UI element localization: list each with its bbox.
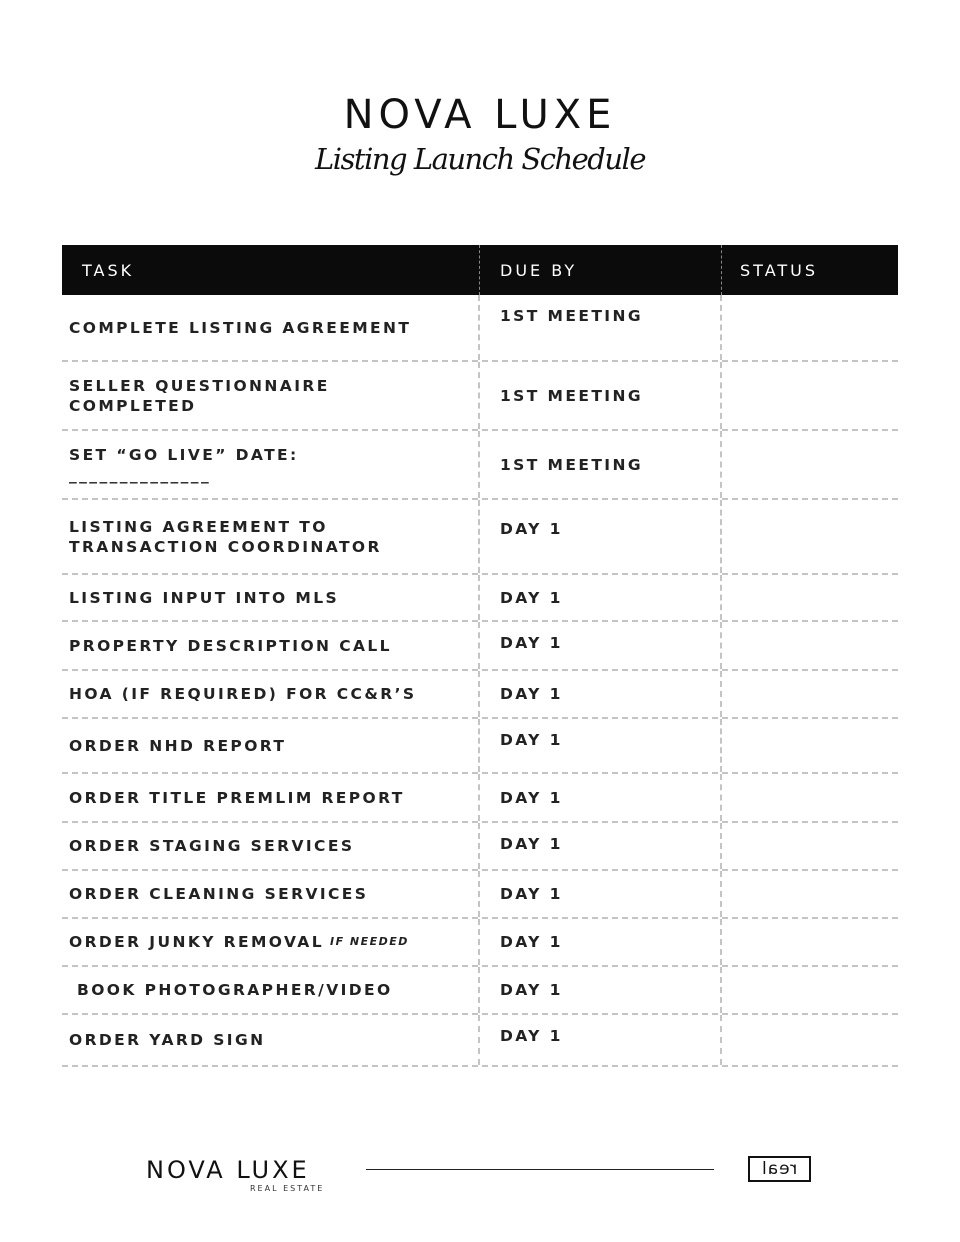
- status-cell[interactable]: [722, 919, 898, 965]
- status-cell[interactable]: [722, 500, 898, 573]
- due-cell: DAY 1: [480, 774, 722, 821]
- status-cell[interactable]: [722, 362, 898, 429]
- status-cell[interactable]: [722, 719, 898, 772]
- status-cell[interactable]: [722, 823, 898, 869]
- due-cell: DAY 1: [480, 919, 722, 965]
- table-row: [62, 500, 898, 575]
- task-cell: LISTING INPUT INTO MLS: [62, 575, 480, 620]
- due-cell: 1ST MEETING: [480, 362, 722, 429]
- header-due-by: DUE BY: [480, 245, 722, 295]
- table-row: [62, 362, 898, 431]
- due-cell: 1ST MEETING: [480, 295, 722, 360]
- table-header: [62, 245, 898, 295]
- status-cell[interactable]: [722, 431, 898, 498]
- header-status: STATUS: [740, 260, 819, 280]
- task-cell: SELLER QUESTIONNAIRE COMPLETED: [62, 362, 480, 429]
- task-cell: ORDER STAGING SERVICES: [62, 823, 480, 869]
- header-task: TASK: [62, 245, 480, 295]
- due-cell: DAY 1: [480, 823, 722, 869]
- due-cell: DAY 1: [480, 671, 722, 717]
- partner-logo: [748, 1156, 811, 1182]
- table-row: [62, 871, 898, 919]
- status-cell[interactable]: [722, 1015, 898, 1065]
- task-cell: ORDER TITLE PREMLIM REPORT: [62, 774, 480, 821]
- status-cell[interactable]: [722, 671, 898, 717]
- status-cell[interactable]: [722, 774, 898, 821]
- task-cell: ORDER YARD SIGN: [62, 1015, 480, 1065]
- table-row: [62, 622, 898, 671]
- table-row: [62, 1015, 898, 1067]
- table-row: [62, 719, 898, 774]
- page-subtitle: Listing Launch Schedule: [315, 142, 645, 176]
- status-cell[interactable]: [722, 295, 898, 360]
- table-row: [62, 575, 898, 622]
- footer-divider: [366, 1169, 714, 1170]
- table-row: [62, 919, 898, 967]
- table-row: [62, 295, 898, 362]
- due-cell: DAY 1: [480, 719, 722, 772]
- table-row: [62, 774, 898, 823]
- task-cell: ORDER NHD REPORT: [62, 719, 480, 772]
- task-cell: HOA (IF REQUIRED) FOR CC&R’S: [62, 671, 480, 717]
- due-cell: DAY 1: [480, 967, 722, 1013]
- status-cell[interactable]: [722, 622, 898, 669]
- task-text: ORDER JUNKY REMOVAL: [69, 933, 324, 951]
- due-cell: DAY 1: [480, 622, 722, 669]
- schedule-table: [62, 245, 898, 1067]
- table-row: [62, 967, 898, 1015]
- task-cell: PROPERTY DESCRIPTION CALL: [62, 622, 480, 669]
- due-cell: DAY 1: [480, 500, 722, 573]
- task-note: IF NEEDED: [329, 935, 409, 948]
- task-cell: SET “GO LIVE” DATE: ______________: [62, 431, 480, 498]
- task-cell: [62, 919, 480, 965]
- brand-title: NOVA LUXE: [343, 92, 617, 138]
- task-cell: BOOK PHOTOGRAPHER/VIDEO: [62, 967, 480, 1013]
- due-cell: DAY 1: [480, 1015, 722, 1065]
- table-row: [62, 671, 898, 719]
- table-row: [62, 823, 898, 871]
- status-cell[interactable]: [722, 575, 898, 620]
- task-cell: COMPLETE LISTING AGREEMENT: [62, 295, 480, 360]
- due-cell: DAY 1: [480, 871, 722, 917]
- partner-logo-text: real: [761, 1159, 798, 1179]
- table-row: [62, 431, 898, 500]
- due-cell: DAY 1: [480, 575, 722, 620]
- task-cell: ORDER CLEANING SERVICES: [62, 871, 480, 917]
- status-cell[interactable]: [722, 967, 898, 1013]
- footer-brand-logo: NOVA LUXE: [146, 1156, 310, 1184]
- task-cell: LISTING AGREEMENT TO TRANSACTION COORDINATOR: [62, 500, 480, 573]
- status-cell[interactable]: [722, 871, 898, 917]
- footer-brand-sub: REAL ESTATE: [250, 1184, 325, 1193]
- due-cell: 1ST MEETING: [480, 431, 722, 498]
